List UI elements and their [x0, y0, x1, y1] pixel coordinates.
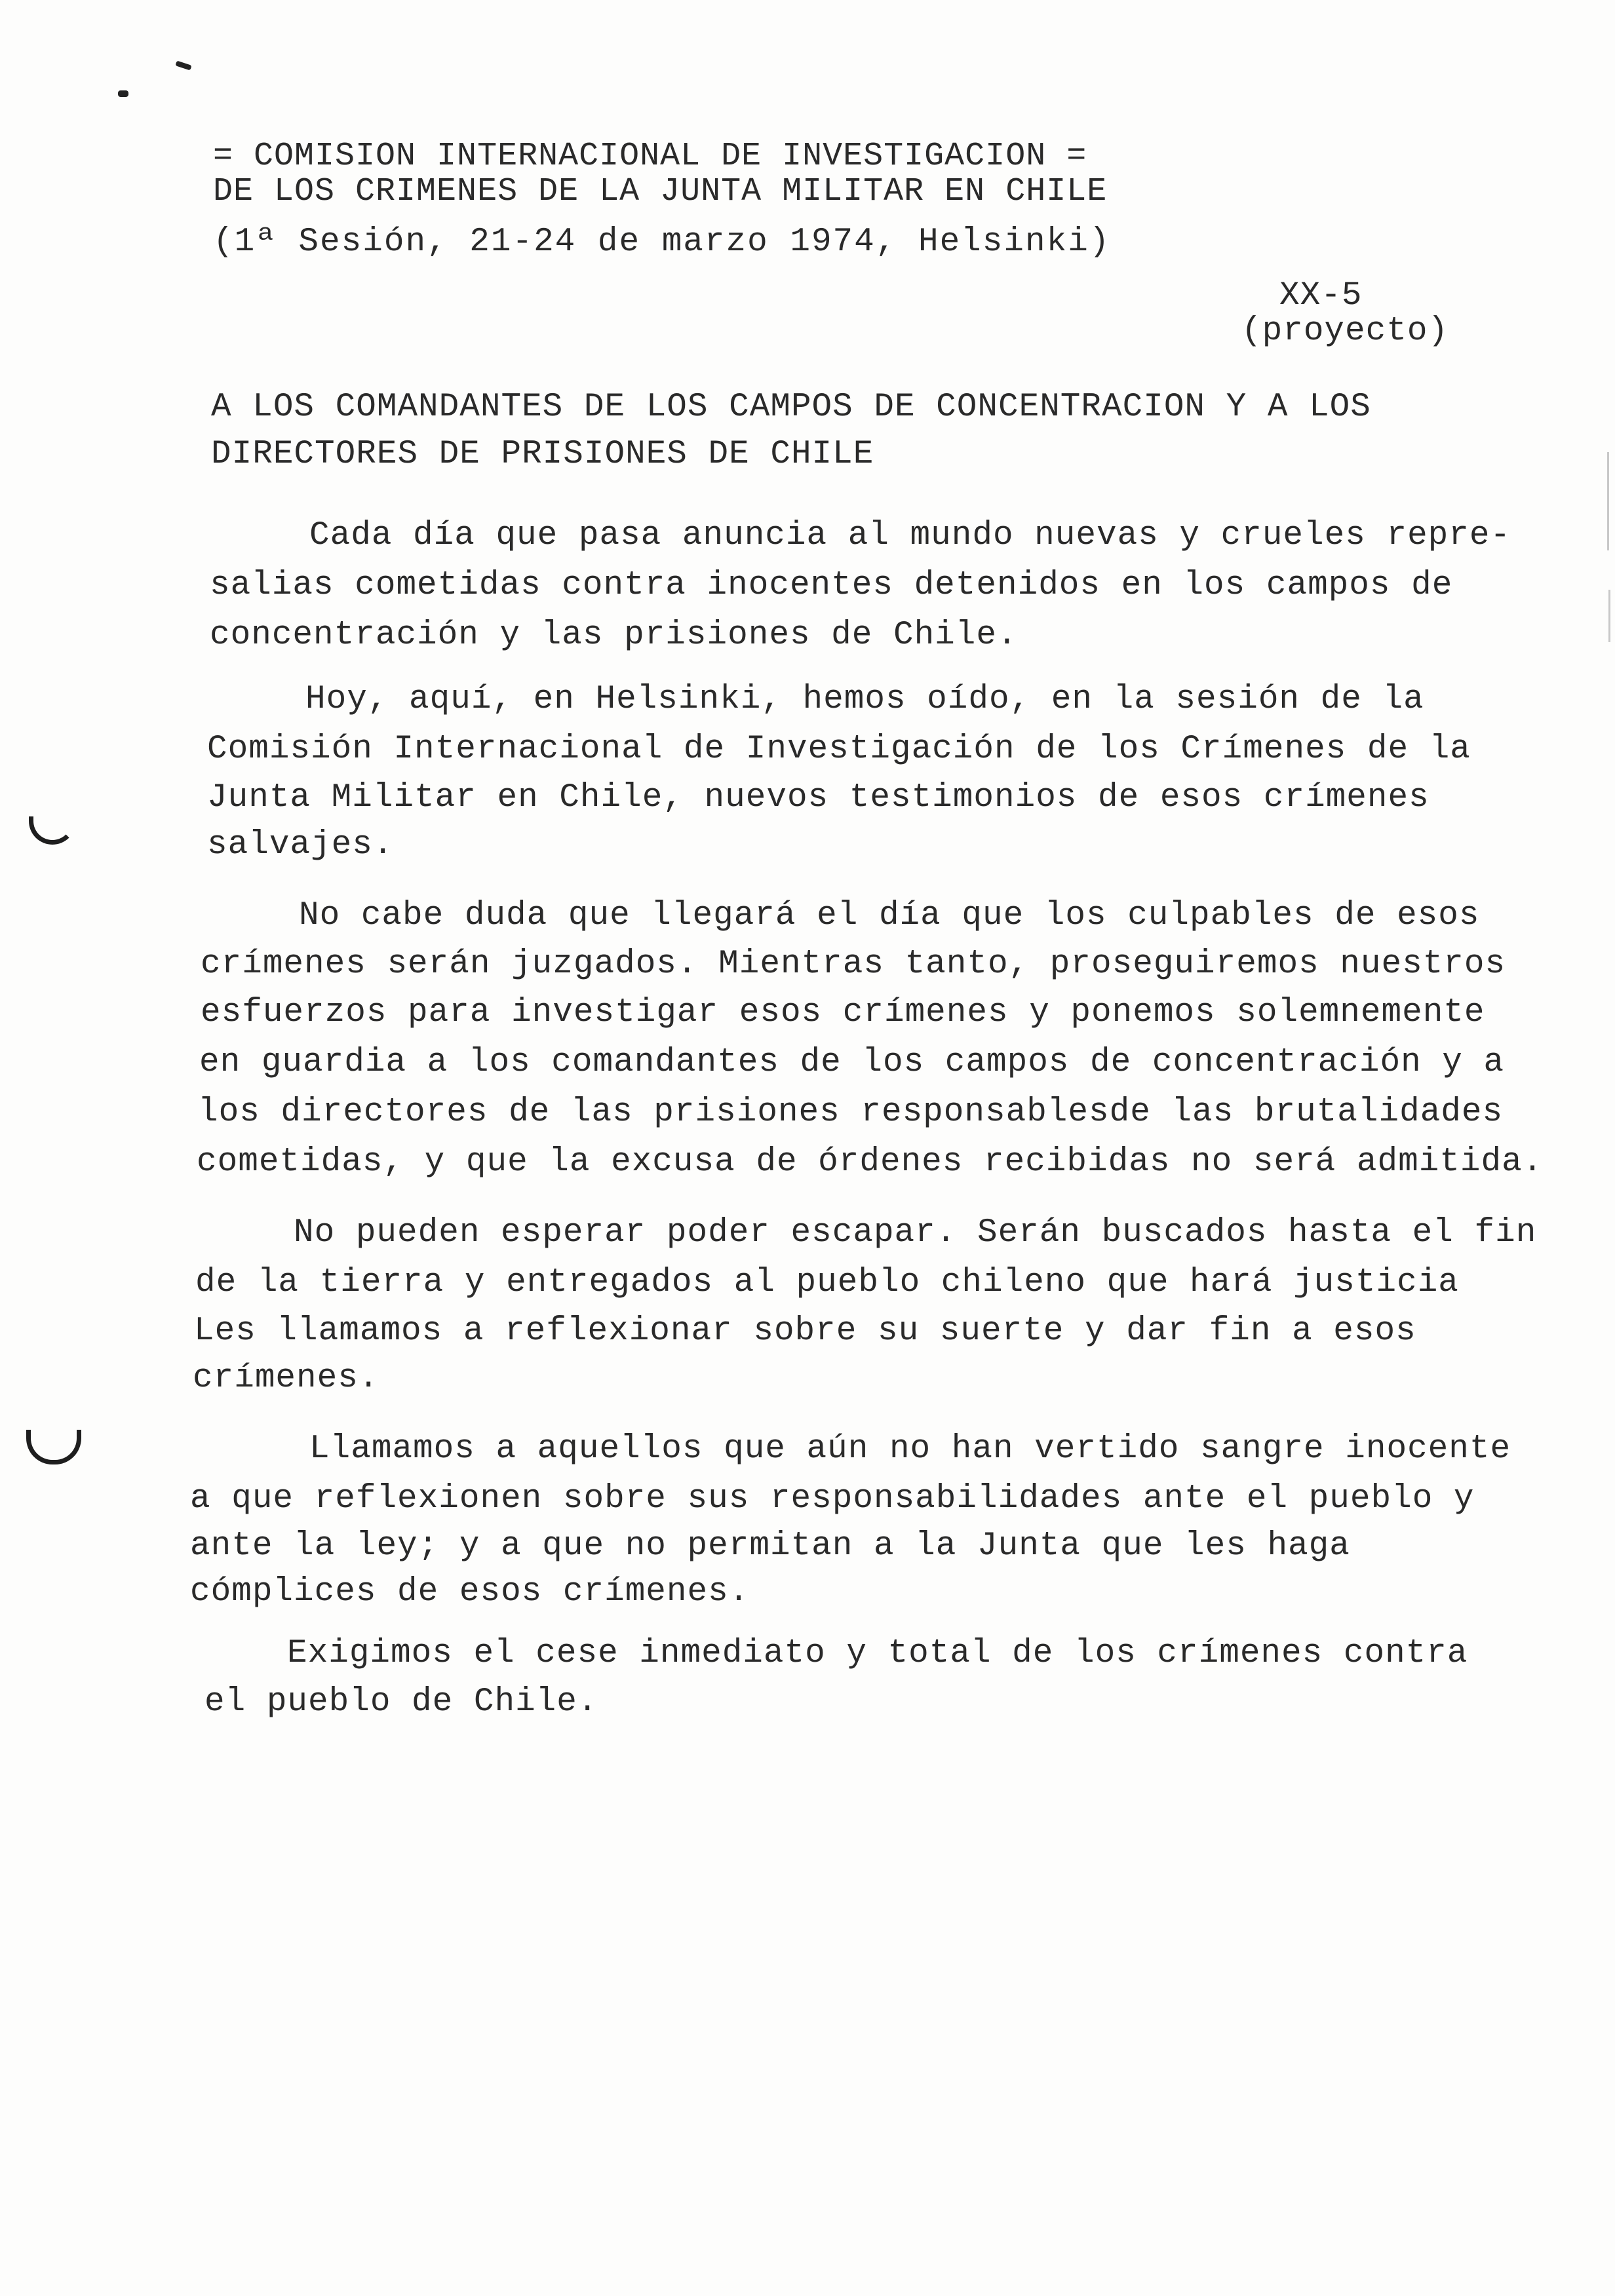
paragraph-line: salias cometidas contra inocentes detenidos en los campos de [210, 567, 1453, 604]
paragraph-line: a que reflexionen sobre sus responsabilidades ante el pueblo y [190, 1480, 1475, 1518]
punch-hole-mark [26, 1430, 81, 1464]
paragraph-line: No pueden esperar poder escapar. Serán buscados hasta el fin [294, 1214, 1537, 1252]
paragraph-line: cómplices de esos crímenes. [190, 1573, 750, 1611]
paragraph-line: Exigimos el cese inmediato y total de los crímenes contra [287, 1635, 1468, 1672]
paragraph-line: crímenes. [193, 1360, 379, 1397]
scan-edge-mark [1607, 452, 1609, 550]
addressee-line-2: DIRECTORES DE PRISIONES DE CHILE [211, 436, 874, 473]
scan-edge-mark [1608, 590, 1610, 642]
paragraph-line: Llamamos a aquellos que aún no han vertido sangre inocente [309, 1430, 1511, 1468]
paragraph-line: de la tierra y entregados al pueblo chileno que hará justicia [195, 1264, 1459, 1301]
paragraph-line: Cada día que pasa anuncia al mundo nuevas y crueles repre- [309, 517, 1511, 554]
session-info: (1ª Sesión, 21-24 de marzo 1974, Helsinki) [213, 223, 1111, 261]
paragraph-line: los directores de las prisiones responsablesde las brutalidades [198, 1094, 1504, 1131]
reference-code: XX-5 [1279, 277, 1363, 315]
paragraph-line: esfuerzos para investigar esos crímenes y ponemos solemnemente [201, 994, 1485, 1031]
ink-mark [175, 60, 191, 70]
paragraph-line: Junta Militar en Chile, nuevos testimonios de esos crímenes [207, 779, 1430, 816]
document-title-line-2: DE LOS CRIMENES DE LA JUNTA MILITAR EN CHILE [213, 173, 1108, 210]
punch-hole-mark [29, 816, 76, 845]
paragraph-line: Les llamamos a reflexionar sobre su suerte y dar fin a esos [194, 1312, 1416, 1350]
paragraph-line: concentración y las prisiones de Chile. [210, 617, 1018, 654]
document-title-line-1: = COMISION INTERNACIONAL DE INVESTIGACION = [213, 138, 1087, 175]
paragraph-line: en guardia a los comandantes de los campos de concentración y a [199, 1044, 1505, 1081]
paragraph-line: salvajes. [207, 826, 394, 864]
paragraph-line: No cabe duda que llegará el día que los culpables de esos [299, 897, 1480, 934]
paragraph-line: cometidas, y que la excusa de órdenes recibidas no será admitida. [197, 1143, 1544, 1181]
reference-status: (proyecto) [1241, 313, 1449, 350]
paragraph-line: crímenes serán juzgados. Mientras tanto, proseguiremos nuestros [201, 946, 1506, 983]
paragraph-line: el pueblo de Chile. [204, 1683, 598, 1721]
paragraph-line: Hoy, aquí, en Helsinki, hemos oído, en la sesión de la [305, 681, 1424, 718]
ink-mark [118, 90, 128, 97]
addressee-line-1: A LOS COMANDANTES DE LOS CAMPOS DE CONCENTRACION Y A LOS [211, 389, 1371, 426]
paragraph-line: Comisión Internacional de Investigación de los Crímenes de la [207, 731, 1471, 768]
paragraph-line: ante la ley; y a que no permitan a la Junta que les haga [190, 1527, 1350, 1565]
